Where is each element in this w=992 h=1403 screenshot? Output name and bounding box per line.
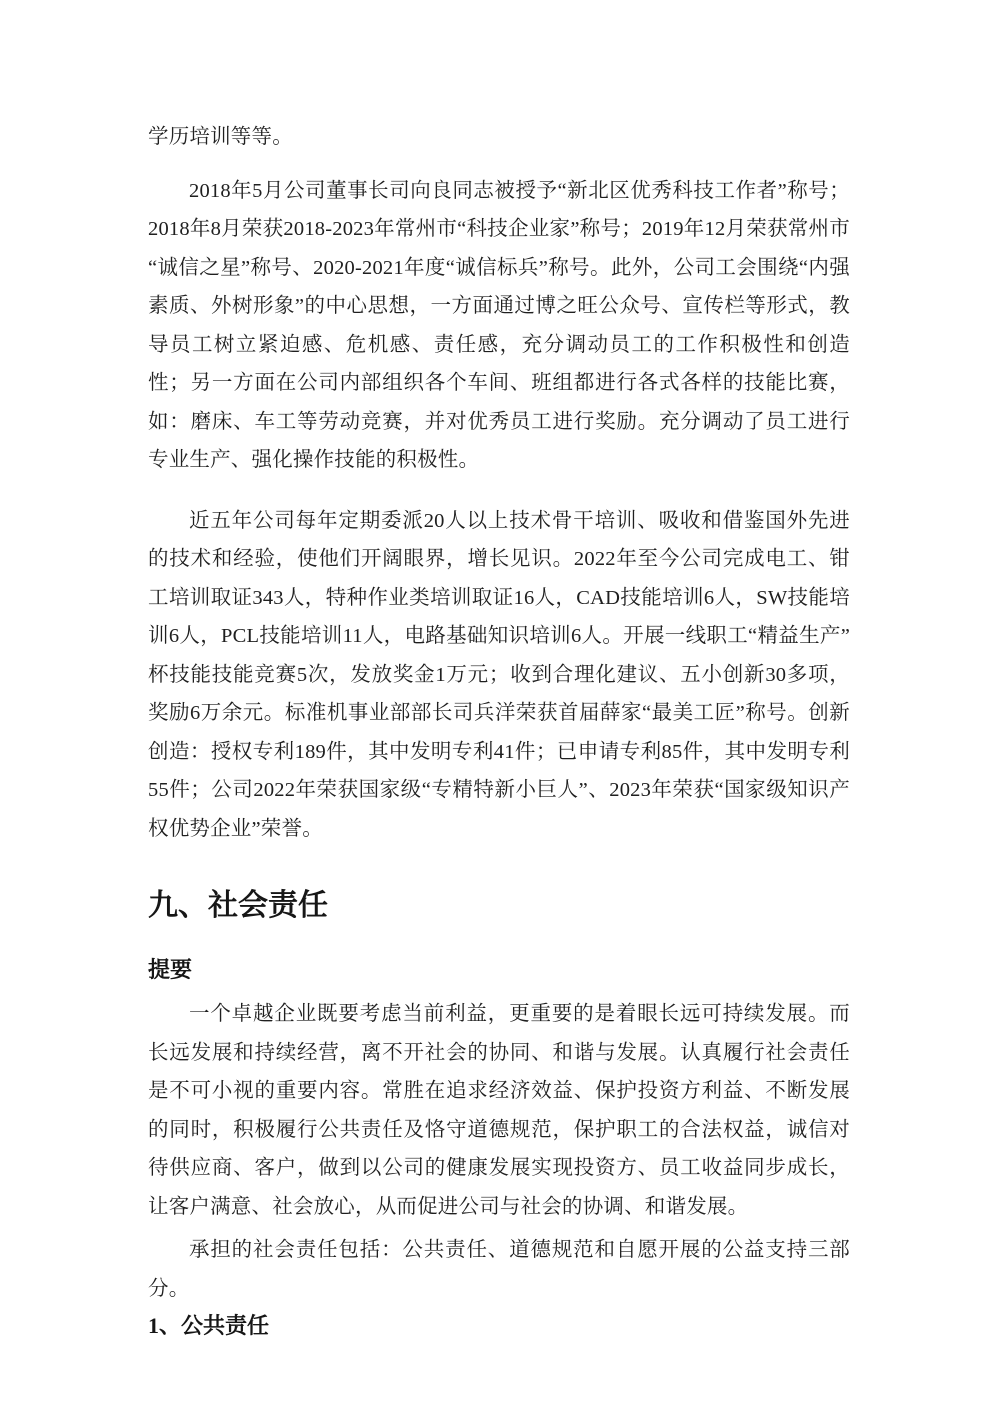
summary-paragraph: 一个卓越企业既要考虑当前利益，更重要的是着眼长远可持续发展。而长远发展和持续经营，离不开社会的协同、和谐与发展。认真履行社会责任是不可小视的重要内容。常胜在追求经济效益、保护投资方利益、不断发展的同时，积极履行公共责任及恪守道德规范，保护职工的合法权益，诚信对待供应商、客户，做到以公司的健康发展实现投资方、员工收益同步成长，让客户满意、社会放心，从而促进公司与社会的协调、和谐发展。: [148, 1003, 850, 1218]
responsibility-intro-paragraph: 承担的社会责任包括：公共责任、道德规范和自愿开展的公益支持三部分。: [148, 1239, 850, 1300]
subsection-heading-public-responsibility: 1、公共责任: [148, 1313, 270, 1338]
section-heading-social-responsibility: 九、社会责任: [148, 889, 328, 922]
summary-heading: 提要: [148, 957, 193, 982]
awards-paragraph: 2018年5月公司董事长司向良同志被授予“新北区优秀科技工作者”称号；2018年8月荣获2018-2023年常州市“科技企业家”称号；2019年12月荣获常州市“诚信之星”称号、2020-2021年度“诚信标兵”称号。此外，公司工会围绕“内强素质、外树形象”的中心思想，一方面通过博之旺公众号、宣传栏等形式，教导员工树立紧迫感、危机感、责任感，充分调动员工的工作积极性和创造性；另一方面在公司内部组织各个车间、班组都进行各式各样的技能比赛，如：磨床、车工等劳动竞赛，并对优秀员工进行奖励。充分调动了员工进行专业生产、强化操作技能的积极性。: [148, 179, 850, 471]
training-paragraph: 近五年公司每年定期委派20人以上技术骨干培训、吸收和借鉴国外先进的技术和经验，使他们开阔眼界，增长见识。2022年至今公司完成电工、钳工培训取证343人，特种作业类培训取证16人，CAD技能培训6人，SW技能培训6人，PCL技能培训11人，电路基础知识培训6人。开展一线职工“精益生产”杯技能技能竞赛5次，发放奖金1万元；收到合理化建议、五小创新30多项，奖励6万余元。标准机事业部部长司兵洋荣获首届薛家“最美工匠”称号。创新创造：授权专利189件，其中发明专利41件；已申请专利85件，其中发明专利55件；公司2022年荣获国家级“专精特新小巨人”、2023年荣获“国家级知识产权优势企业”荣誉。: [148, 509, 850, 840]
continuation-line: 学历培训等等。: [148, 126, 293, 148]
page-content: [148, 118, 850, 1342]
